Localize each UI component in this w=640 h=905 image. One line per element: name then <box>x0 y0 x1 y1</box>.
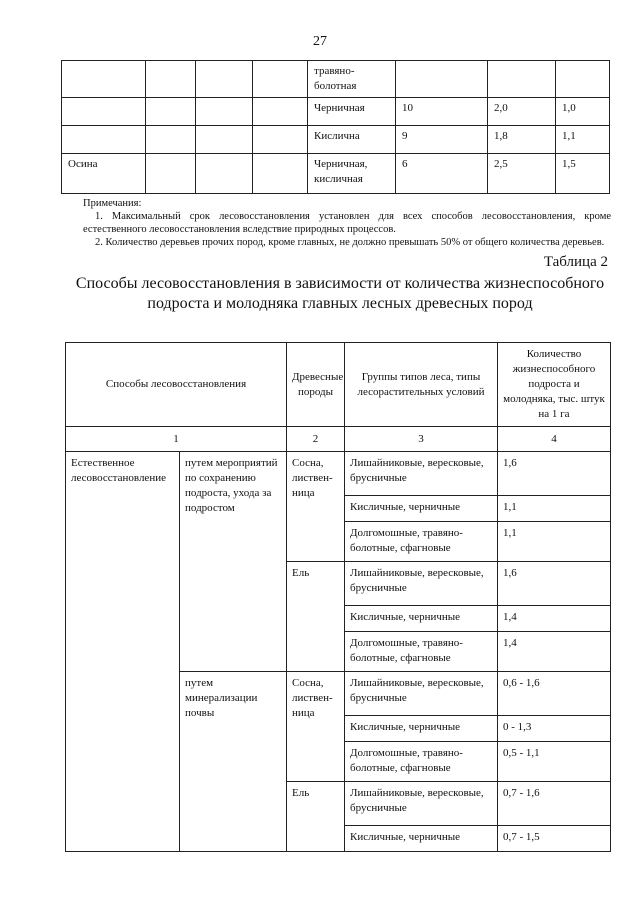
forest-group-cell: Лишайниковые, вересковые, брусничные <box>345 672 498 716</box>
species-cell: Ель <box>287 562 345 672</box>
value-cell: 0,5 - 1,1 <box>498 742 611 782</box>
header-row <box>66 343 611 427</box>
species-cell: Осина <box>62 154 146 194</box>
forest-group-cell: Долгомошные, травяно-болотные, сфагновые <box>345 522 498 562</box>
forest-group-cell: Кисличные, черничные <box>345 496 498 522</box>
value-cell: 1,4 <box>498 606 611 632</box>
column-header: Группы типов леса, типы лесорастительных условий <box>345 343 498 427</box>
table-cell: 1,5 <box>556 154 610 194</box>
method-cell: Естественное лесовосстановление <box>66 452 180 852</box>
table-cell <box>146 61 196 98</box>
table-cell: 1,0 <box>556 98 610 126</box>
note-item: 2. Количество деревьев прочих пород, кроме главных, не должно превышать 50% от общего количества деревьев. <box>95 237 605 248</box>
table-cell: 2,5 <box>488 154 556 194</box>
column-number: 2 <box>287 427 345 452</box>
table-title: Способы лесовосстановления в зависимости от количества жизнеспособного подроста и молодняка главных лесных древесных пород <box>75 275 605 312</box>
forest-type-cell: Черничная <box>308 98 396 126</box>
table-cell <box>253 154 308 194</box>
value-cell: 0,7 - 1,5 <box>498 826 611 852</box>
table-cell <box>146 126 196 154</box>
table-cell <box>62 61 146 98</box>
table-row <box>62 126 610 154</box>
table-cell <box>253 61 308 98</box>
column-header: Способы лесовосстановления <box>66 343 287 427</box>
forest-group-cell: Кисличные, черничные <box>345 826 498 852</box>
forest-group-cell: Лишайниковые, вересковые, брусничные <box>345 452 498 496</box>
value-cell: 0,7 - 1,6 <box>498 782 611 826</box>
table-cell <box>556 61 610 98</box>
table-row <box>62 154 610 194</box>
table-cell: 1,8 <box>488 126 556 154</box>
forest-type-cell: Кислична <box>308 126 396 154</box>
table-cell <box>196 98 253 126</box>
table-cell: 9 <box>396 126 488 154</box>
forest-type-cell: Черничная, кисличная <box>308 154 396 194</box>
page-number: 27 <box>313 34 327 49</box>
table-row <box>62 98 610 126</box>
value-cell: 1,6 <box>498 562 611 606</box>
column-header: Количество жизнеспособного подроста и молодняка, тыс. штук на 1 га <box>498 343 611 427</box>
column-number: 4 <box>498 427 611 452</box>
notes-block <box>83 197 611 249</box>
table-cell <box>62 126 146 154</box>
note-item: 1. Максимальный срок лесовосстановления установлен для всех способов лесовосстановления, кроме естественного лесовосстановления вследствие природных процессов. <box>83 211 611 235</box>
forest-group-cell: Долгомошные, травяно-болотные, сфагновые <box>345 742 498 782</box>
forest-group-cell: Кисличные, черничные <box>345 606 498 632</box>
column-number-row <box>66 427 611 452</box>
species-cell: Сосна, листвен-ница <box>287 452 345 562</box>
column-header: Древесные породы <box>287 343 345 427</box>
notes-heading: Примечания: <box>83 198 142 209</box>
table-cell <box>62 98 146 126</box>
table-cell: 6 <box>396 154 488 194</box>
table-cell: 1,1 <box>556 126 610 154</box>
table-cell: 10 <box>396 98 488 126</box>
forest-group-cell: Кисличные, черничные <box>345 716 498 742</box>
value-cell: 1,1 <box>498 522 611 562</box>
table-cell <box>488 61 556 98</box>
table-cell: 2,0 <box>488 98 556 126</box>
submethod-cell: путем мероприятий по сохранению подроста, ухода за подростом <box>180 452 287 672</box>
table-cell <box>196 61 253 98</box>
value-cell: 0 - 1,3 <box>498 716 611 742</box>
reforestation-methods-table <box>65 342 611 852</box>
submethod-cell: путем минерализации почвы <box>180 672 287 852</box>
table-cell <box>196 126 253 154</box>
forest-type-cell: травяно-болотная <box>308 61 396 98</box>
forest-group-cell: Лишайниковые, вересковые, брусничные <box>345 562 498 606</box>
table-row <box>62 61 610 98</box>
column-number: 3 <box>345 427 498 452</box>
table-cell <box>396 61 488 98</box>
table-cell <box>196 154 253 194</box>
table-cell <box>146 98 196 126</box>
forest-group-cell: Лишайниковые, вересковые, брусничные <box>345 782 498 826</box>
continuation-table <box>61 60 610 194</box>
species-cell: Ель <box>287 782 345 852</box>
table-cell <box>253 98 308 126</box>
value-cell: 1,6 <box>498 452 611 496</box>
value-cell: 0,6 - 1,6 <box>498 672 611 716</box>
species-cell: Сосна, листвен-ница <box>287 672 345 782</box>
table-cell <box>146 154 196 194</box>
forest-group-cell: Долгомошные, травяно-болотные, сфагновые <box>345 632 498 672</box>
table-label: Таблица 2 <box>543 254 608 270</box>
value-cell: 1,4 <box>498 632 611 672</box>
column-number: 1 <box>66 427 287 452</box>
value-cell: 1,1 <box>498 496 611 522</box>
table-row <box>66 452 611 496</box>
table-cell <box>253 126 308 154</box>
